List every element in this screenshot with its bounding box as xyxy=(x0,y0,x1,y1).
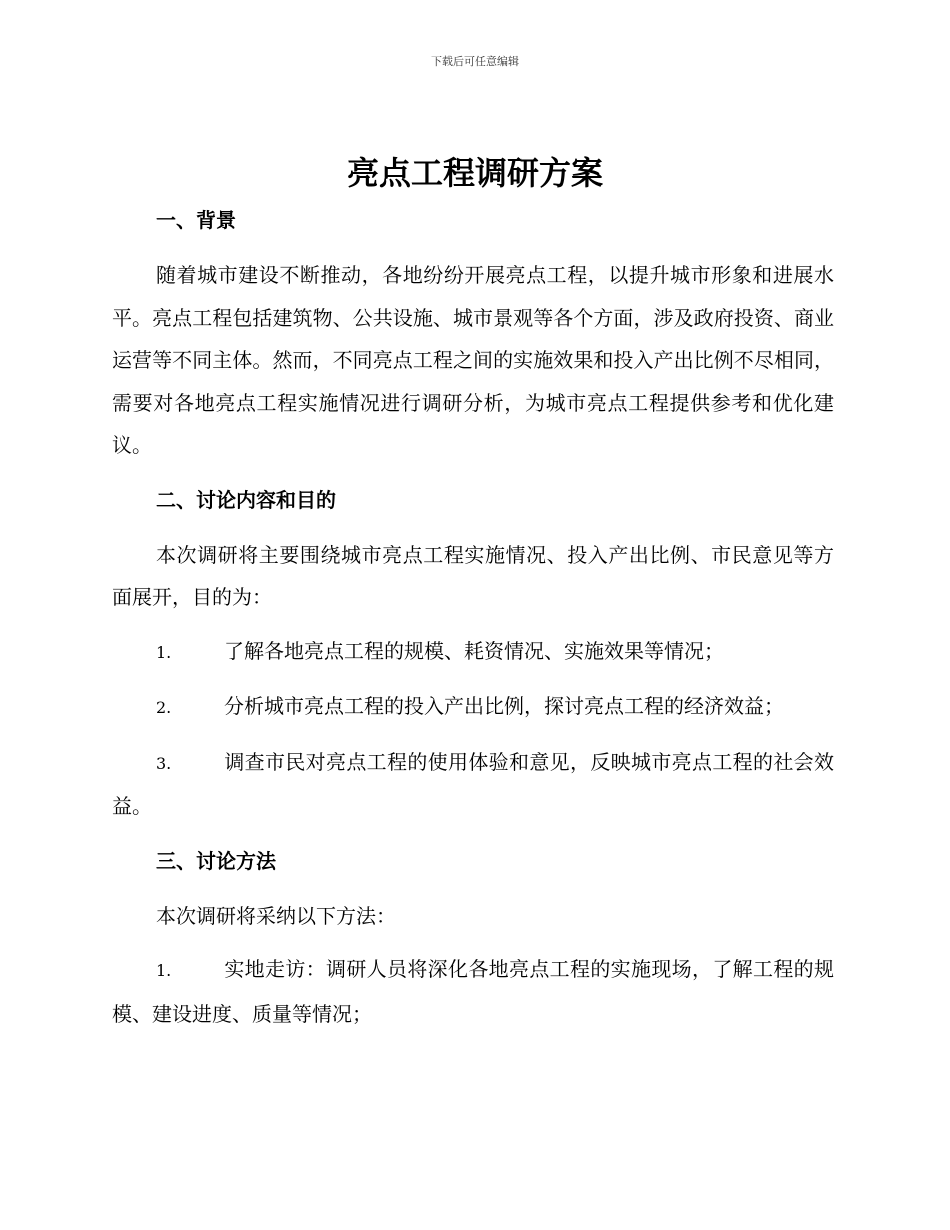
list-item-number: 2. xyxy=(156,698,172,717)
list-item-text: 实地走访：调研人员将深化各地亮点工程的实施现场，了解工程的规模、建设进度、质量等情况； xyxy=(112,957,834,1026)
header-note: 下载后可任意编辑 xyxy=(431,55,519,68)
background-paragraph: 随着城市建设不断推动，各地纷纷开展亮点工程，以提升城市形象和进展水平。亮点工程包括建筑物、公共设施、城市景观等各个方面，涉及政府投资、商业运营等不同主体。然而，不同亮点工程之间的实施效果和投入产出比例不尽相同，需要对各地亮点工程实施情况进行调研分析，为城市亮点工程提供参考和优化建议。 xyxy=(112,263,834,457)
methods-intro: 本次调研将采纳以下方法： xyxy=(156,903,396,928)
list-item-text: 调查市民对亮点工程的使用体验和意见，反映城市亮点工程的社会效益。 xyxy=(112,749,834,818)
list-item xyxy=(112,685,834,730)
list-item-number: 1. xyxy=(156,642,172,662)
list-item xyxy=(112,948,834,1035)
list-item-number: 1. xyxy=(156,961,172,980)
list-item-number: 3. xyxy=(156,753,172,773)
list-item-text: 分析城市亮点工程的投入产出比例，探讨亮点工程的经济效益； xyxy=(224,694,784,718)
section-heading-background: 一、背景 xyxy=(156,208,236,232)
list-item-text: 了解各地亮点工程的规模、耗资情况、实施效果等情况； xyxy=(224,638,724,663)
document-title: 亮点工程调研方案 xyxy=(346,154,603,192)
section-heading-methods: 三、讨论方法 xyxy=(156,848,276,873)
document-body xyxy=(112,200,834,1035)
section-heading-content-purpose: 二、讨论内容和目的 xyxy=(156,487,336,512)
list-item xyxy=(112,741,834,828)
list-item xyxy=(112,630,834,675)
content-purpose-intro: 本次调研将主要围绕城市亮点工程实施情况、投入产出比例、市民意见等方面展开，目的为： xyxy=(112,542,834,609)
